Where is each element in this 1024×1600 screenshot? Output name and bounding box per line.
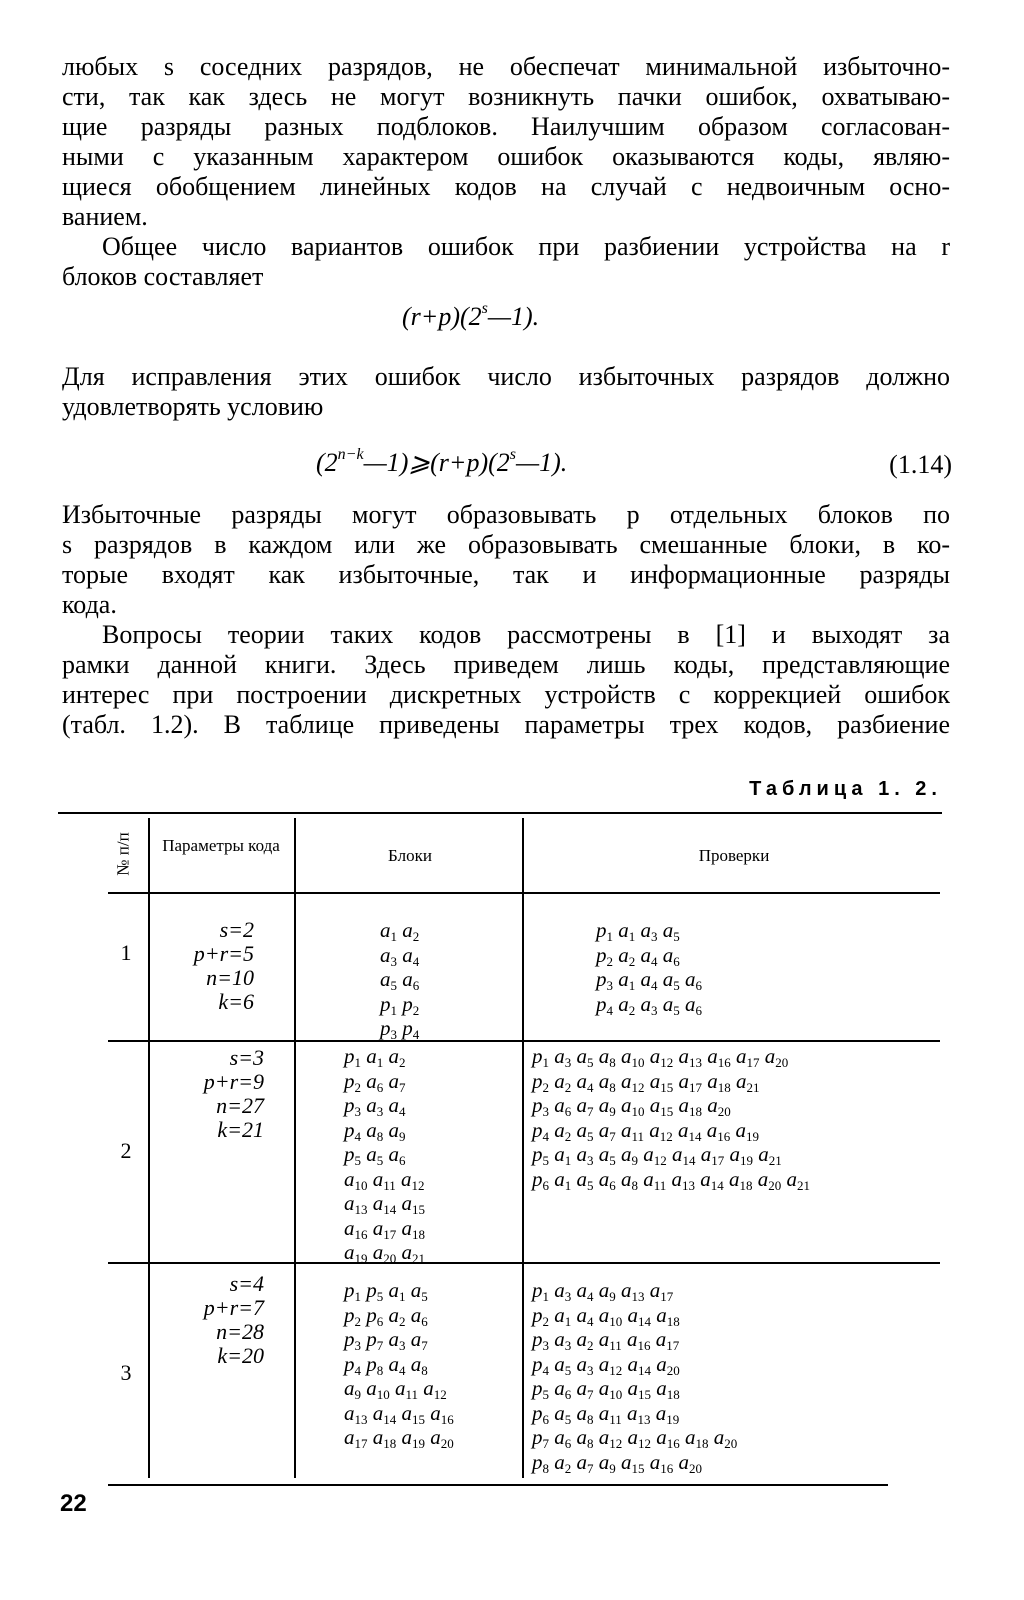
formula-redundancy-condition: $(2^{n-k}—1)⩾(r+p)(2^s—1)$.	[316, 446, 568, 477]
cell-line: $p_2$ $a_2$ $a_4$ $a_6$	[596, 942, 680, 969]
text-line: s разрядов в каждом или же образовывать смешанные блоки, в ко-	[62, 530, 950, 559]
text-line: торые входят как избыточные, так и информационные разряды	[62, 560, 950, 589]
paragraph-1	[62, 52, 950, 232]
header-checks: Проверки	[698, 846, 770, 865]
table-row-rule	[108, 1040, 940, 1042]
text-line: ными с указанным характером ошибок оказываются коды, являю-	[62, 142, 950, 171]
equation-number: (1.14)	[889, 450, 952, 479]
param-line: n=28	[216, 1319, 264, 1344]
row-params	[162, 1272, 264, 1368]
row-blocks	[344, 1044, 425, 1265]
text-line: Избыточные разряды могут образовывать p отдельных блоков по	[62, 500, 950, 529]
param-line: k=21	[217, 1117, 264, 1142]
cell-line: $p_8$ $a_2$ $a_7$ $a_9$ $a_{15}$ $a_{16}$ $a_{20}$	[532, 1449, 702, 1476]
cell-line: $a_9$ $a_{10}$ $a_{11}$ $a_{12}$	[344, 1376, 447, 1402]
cell-line: $p_3$ $p_7$ $a_3$ $a_7$	[344, 1327, 428, 1353]
cell-line: $p_3$ $a_3$ $a_4$	[344, 1093, 406, 1119]
text-line: Общее число вариантов ошибок при разбиении устройства на r	[102, 232, 950, 261]
cell-line: $p_4$ $p_8$ $a_4$ $a_8$	[344, 1351, 428, 1378]
text-line: Вопросы теории таких кодов рассмотрены в [1] и выходят за	[102, 620, 950, 649]
param-line: p+r=7	[203, 1295, 264, 1320]
cell-line: $p_2$ $a_2$ $a_4$ $a_8$ $a_{12}$ $a_{15}$ $a_{17}$ $a_{18}$ $a_{21}$	[532, 1068, 760, 1095]
param-line: k=20	[217, 1343, 264, 1368]
cell-line: $p_3$ $a_3$ $a_2$ $a_{11}$ $a_{16}$ $a_{17}$	[532, 1327, 680, 1353]
cell-line: $a_5$ $a_6$	[380, 967, 420, 993]
param-line: s=4	[229, 1271, 264, 1296]
cell-line: $a_3$ $a_4$	[380, 942, 420, 969]
text-line: щие разряды разных подблоков. Наилучшим образом согласован-	[62, 112, 950, 141]
cell-line: $p_5$ $a_1$ $a_3$ $a_5$ $a_9$ $a_{12}$ $a_{14}$ $a_{17}$ $a_{19}$ $a_{21}$	[532, 1142, 782, 1168]
paragraph-3	[62, 362, 950, 422]
table-col-rule	[294, 818, 296, 1478]
table-col-rule	[522, 818, 524, 1478]
row-blocks	[380, 918, 419, 1041]
cell-line: $p_5$ $a_5$ $a_6$	[344, 1142, 406, 1168]
table-row-rule	[108, 1262, 940, 1264]
cell-line: $p_4$ $a_8$ $a_9$	[344, 1117, 406, 1144]
param-line: k=6	[218, 989, 254, 1014]
text-line: щиеся обобщением линейных кодов на случай с недвоичным осно-	[62, 172, 950, 201]
cell-line: $p_1$ $a_1$ $a_2$	[344, 1044, 406, 1070]
cell-line: $p_4$ $a_5$ $a_3$ $a_{12}$ $a_{14}$ $a_{20}$	[532, 1351, 680, 1378]
cell-line: $p_6$ $a_1$ $a_5$ $a_6$ $a_8$ $a_{11}$ $a_{13}$ $a_{14}$ $a_{18}$ $a_{20}$ $a_{21}$	[532, 1166, 811, 1193]
cell-line: $p_7$ $a_6$ $a_8$ $a_{12}$ $a_{12}$ $a_{16}$ $a_{18}$ $a_{20}$	[532, 1425, 738, 1451]
cell-line: $p_1$ $a_3$ $a_4$ $a_9$ $a_{13}$ $a_{17}$	[532, 1278, 674, 1304]
table-header-rule	[108, 892, 940, 894]
table-bottom-rule	[108, 1484, 888, 1486]
cell-line: $p_2$ $p_6$ $a_2$ $a_6$	[344, 1302, 428, 1329]
text-line: удовлетворять условию	[62, 392, 324, 421]
text-line: любых s соседних разрядов, не обеспечат минимальной избыточно-	[62, 52, 950, 81]
row-number: 1	[120, 940, 132, 965]
row-checks	[596, 918, 702, 1016]
header-number	[104, 816, 144, 892]
cell-line: $p_3$ $p_4$	[380, 1016, 420, 1042]
cell-line: $a_{16}$ $a_{17}$ $a_{18}$	[344, 1215, 425, 1242]
cell-line: $p_1$ $a_3$ $a_5$ $a_8$ $a_{10}$ $a_{12}$ $a_{13}$ $a_{16}$ $a_{17}$ $a_{20}$	[532, 1044, 789, 1070]
param-line: n=10	[206, 965, 254, 990]
cell-line: $p_4$ $a_2$ $a_5$ $a_7$ $a_{11}$ $a_{12}$ $a_{14}$ $a_{16}$ $a_{19}$	[532, 1117, 760, 1144]
paragraph-4	[62, 500, 950, 620]
cell-line: $p_3$ $a_6$ $a_7$ $a_9$ $a_{10}$ $a_{15}$ $a_{18}$ $a_{20}$	[532, 1093, 731, 1119]
param-line: s=3	[229, 1045, 264, 1070]
table-caption: Таблица 1. 2.	[749, 778, 942, 800]
text-line: (табл. 1.2). В таблице приведены параметры трех кодов, разбиение	[62, 710, 950, 739]
text-line: ванием.	[62, 202, 148, 231]
cell-line: $a_{10}$ $a_{11}$ $a_{12}$	[344, 1166, 425, 1193]
text-line: интерес при построении дискретных устройств с коррекцией ошибок	[62, 680, 950, 709]
text-line: Для исправления этих ошибок число избыточных разрядов должно	[62, 362, 950, 391]
cell-line: $p_1$ $a_1$ $a_3$ $a_5$	[596, 918, 680, 944]
table-col-rule	[148, 818, 150, 1478]
cell-line: $a_{17}$ $a_{18}$ $a_{19}$ $a_{20}$	[344, 1425, 454, 1451]
paragraph-5	[62, 620, 950, 740]
cell-line: $p_5$ $a_6$ $a_7$ $a_{10}$ $a_{15}$ $a_{18}$	[532, 1376, 680, 1402]
table-top-rule	[58, 812, 942, 814]
param-line: n=27	[216, 1093, 264, 1118]
cell-line: $p_6$ $a_5$ $a_8$ $a_{11}$ $a_{13}$ $a_{19}$	[532, 1400, 680, 1427]
cell-line: $a_{13}$ $a_{14}$ $a_{15}$ $a_{16}$	[344, 1400, 454, 1427]
text-line: блоков составляет	[62, 262, 264, 291]
cell-line: $p_2$ $a_1$ $a_4$ $a_{10}$ $a_{14}$ $a_{18}$	[532, 1302, 680, 1329]
header-blocks: Блоки	[388, 846, 432, 865]
cell-line: $p_4$ $a_2$ $a_3$ $a_5$ $a_6$	[596, 991, 702, 1018]
text-line: рамки данной книги. Здесь приведем лишь коды, представляющие	[62, 650, 950, 679]
row-number: 2	[120, 1138, 132, 1163]
text-line: кода.	[62, 590, 117, 619]
cell-line: $p_1$ $p_2$	[380, 991, 420, 1018]
cell-line: $a_{19}$ $a_{20}$ $a_{21}$	[344, 1240, 425, 1266]
row-checks	[532, 1278, 737, 1474]
cell-line: $a_1$ $a_2$	[380, 918, 420, 944]
row-checks	[532, 1044, 810, 1191]
header-params: Параметры кода	[162, 836, 280, 855]
page-number: 22	[60, 1490, 87, 1517]
row-blocks	[344, 1278, 454, 1450]
row-number: 3	[120, 1360, 132, 1385]
cell-line: $p_3$ $a_1$ $a_4$ $a_5$ $a_6$	[596, 967, 702, 993]
paragraph-2	[62, 232, 950, 292]
param-line: p+r=9	[203, 1069, 264, 1094]
param-line: s=2	[219, 917, 254, 942]
row-params	[162, 918, 254, 1014]
cell-line: $p_1$ $p_5$ $a_1$ $a_5$	[344, 1278, 428, 1304]
param-line: p+r=5	[193, 941, 254, 966]
cell-line: $p_2$ $a_6$ $a_7$	[344, 1068, 406, 1095]
formula-error-count: $(r+p)(2^s—1)$.	[402, 300, 540, 331]
header-number-label: № п/п	[114, 832, 134, 876]
cell-line: $a_{13}$ $a_{14}$ $a_{15}$	[344, 1191, 425, 1217]
row-params	[162, 1046, 264, 1142]
text-line: сти, так как здесь не могут возникнуть пачки ошибок, охватываю-	[62, 82, 950, 111]
